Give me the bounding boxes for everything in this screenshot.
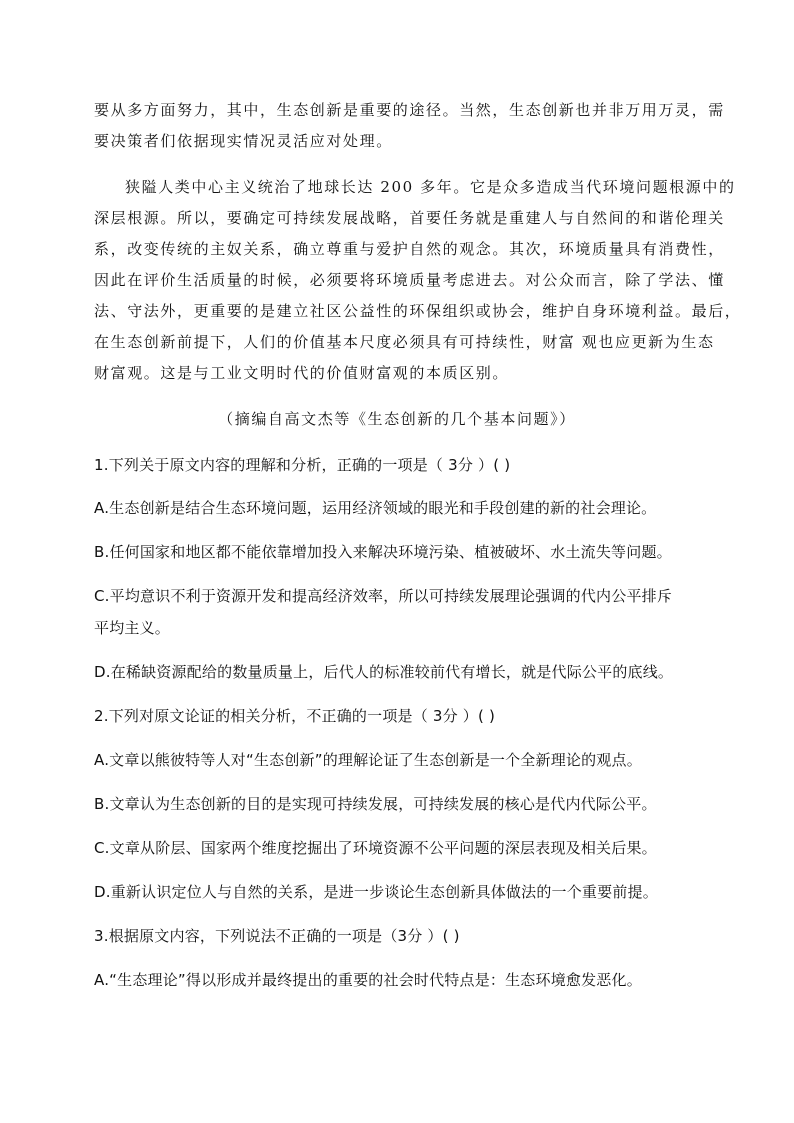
answer-option: D.在稀缺资源配给的数量质量上，后代人的标准较前代有增长，就是代际公平的底线。 xyxy=(94,663,674,681)
passage-line: 法、守法外，更重要的是建立社区公益性的环保组织或协会，维护自身环境利益。最后， xyxy=(94,302,742,320)
passage-line: 要决策者们依据现实情况灵活应对处理。 xyxy=(94,132,393,150)
passage-line: 财富观。这是与工业文明时代的价值财富观的本质区别。 xyxy=(94,364,510,382)
answer-option: B.任何国家和地区都不能依靠增加投入来解决环境污染、植被破坏、水土流失等问题。 xyxy=(94,543,672,561)
question-stem: 2.下列对原文论证的相关分析，不正确的一项是（ 3分 ）( ) xyxy=(94,707,496,725)
passage-line: 深层根源。所以，要确定可持续发展战略，首要任务就是重建人与自然间的和谐伦理关 xyxy=(94,209,725,227)
question-stem: 1.下列关于原文内容的理解和分析，正确的一项是（ 3分 ）( ) xyxy=(94,456,511,474)
passage-line: 在生态创新前提下，人们的价值基本尺度必须具有可持续性，财富 观也应更新为生态 xyxy=(94,333,715,351)
answer-option: D.重新认识定位人与自然的关系，是进一步谈论生态创新具体做法的一个重要前提。 xyxy=(94,883,658,901)
source-citation: （摘编自高文杰等《生态创新的几个基本问题》） xyxy=(218,410,576,428)
answer-option-continuation: 平均主义。 xyxy=(94,619,171,637)
answer-option: A.文章以熊彼特等人对“生态创新”的理解论证了生态创新是一个全新理论的观点。 xyxy=(94,751,642,769)
question-stem: 3.根据原文内容，下列说法不正确的一项是（3分 ）( ) xyxy=(94,927,460,945)
answer-option: C.平均意识不利于资源开发和提高经济效率，所以可持续发展理论强调的代内公平排斥 xyxy=(94,587,673,605)
answer-option: A.生态创新是结合生态环境问题，运用经济领域的眼光和手段创建的新的社会理论。 xyxy=(94,499,657,517)
passage-line: 因此在评价生活质量的时候，必须要将环境质量考虑进去。对公众而言，除了学法、懂 xyxy=(94,271,725,289)
answer-option: C.文章从阶层、国家两个维度挖掘出了环境资源不公平问题的深层表现及相关后果。 xyxy=(94,839,657,857)
answer-option: B.文章认为生态创新的目的是实现可持续发展，可持续发展的核心是代内代际公平。 xyxy=(94,795,657,813)
passage-line: 要从多方面努力，其中，生态创新是重要的途径。当然，生态创新也并非万用万灵，需 xyxy=(94,101,725,119)
passage-line: 狭隘人类中心主义统治了地球长达 200 多年。它是众多造成当代环境问题根源中的 xyxy=(125,178,736,196)
passage-line: 系，改变传统的主奴关系，确立尊重与爱护自然的观念。其次，环境质量具有消费性， xyxy=(94,240,725,258)
answer-option: A.“生态理论”得以形成并最终提出的重要的社会时代特点是：生态环境愈发恶化。 xyxy=(94,971,642,989)
